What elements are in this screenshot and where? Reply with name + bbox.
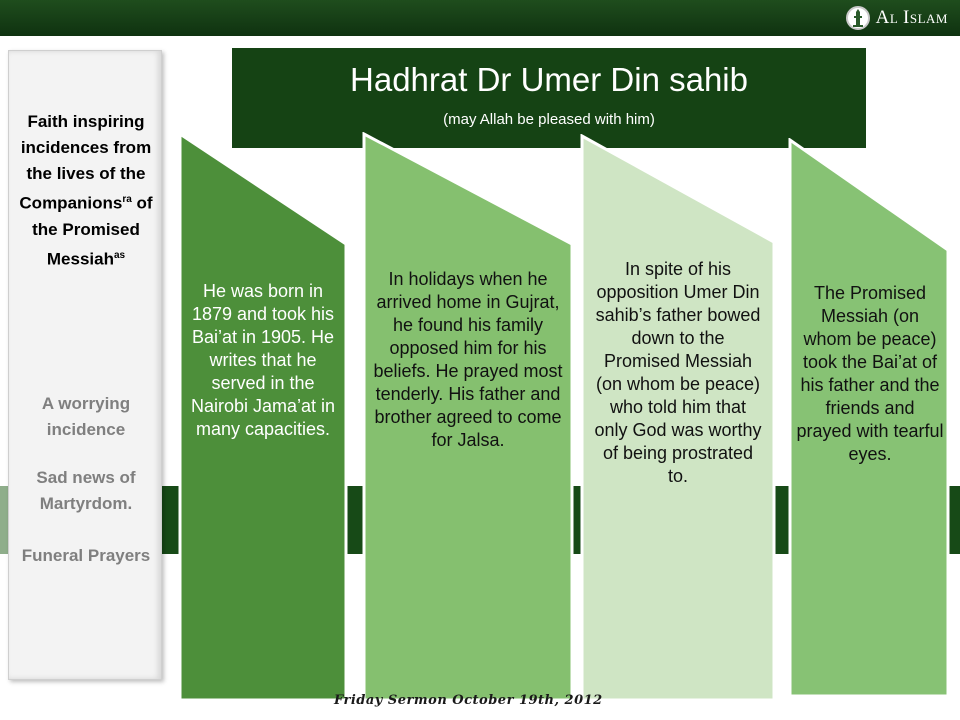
step-text-1: He was born in 1879 and took his Bai’at in 1905. He writes that he served in the Nairobi Jama’at in many capacities. — [190, 281, 336, 439]
page-title: Hadhrat Dr Umer Din sahib — [350, 61, 748, 98]
footer-date: Friday Sermon October 19th, 2012 — [334, 693, 603, 708]
sidebar-item-sad-news[interactable]: Sad news of Martyrdom. — [36, 468, 136, 513]
al-islam-logo[interactable] — [846, 4, 948, 32]
minaret-icon — [846, 6, 870, 30]
page-subtitle: (may Allah be pleased with him) — [443, 111, 655, 128]
sidebar-item-worrying-incidence[interactable]: A worrying incidence — [41, 394, 131, 439]
step-text-4: The Promised Messiah (on whom be peace) took the Bai’at of his father and the friends and prayed with tearful eyes. — [796, 283, 944, 464]
step-text-2: In holidays when he arrived home in Gujrat, he found his family opposed him for his beliefs. He prayed most tenderly. His father and brother agreed to come for Jalsa. — [373, 269, 563, 450]
step-panel-2[interactable] — [360, 132, 576, 702]
brand-name: AL ISLAM — [875, 7, 948, 28]
sidebar-item-funeral-prayers[interactable]: Funeral Prayers — [21, 546, 151, 565]
sidebar-title: Faith inspiring incidences from the lives of the Companions$^{ra}$ of the Promised Messiah$^{as}$ — [19, 112, 153, 269]
step-panel-4[interactable] — [786, 138, 952, 700]
top-bar — [0, 0, 960, 36]
step-panel-3[interactable] — [578, 134, 778, 704]
step-panel-1[interactable] — [174, 132, 350, 702]
step-text-3: In spite of his opposition Umer Din sahib’s father bowed down to the Promised Messiah (on whom be peace) who told him that only God was worthy of being prostrated to. — [594, 259, 762, 486]
sidebar — [8, 50, 162, 680]
